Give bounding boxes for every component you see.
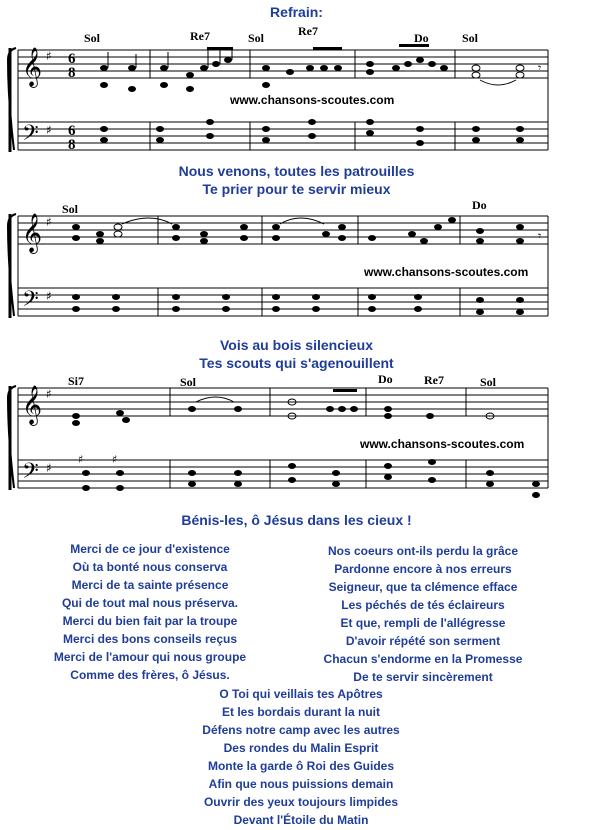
bass-notes xyxy=(72,294,524,315)
verse-line: Devant l'Étoile du Matin xyxy=(233,813,369,827)
chord: Sol xyxy=(248,31,265,45)
bass-notes xyxy=(82,459,540,498)
chord-row-2 xyxy=(62,198,487,216)
verse-line: Défens notre camp avec les autres xyxy=(202,723,400,737)
verse-line: Ouvrir des yeux toujours limpides xyxy=(203,795,399,809)
lyric-line: Bénis-les, ô Jésus dans les cieux ! xyxy=(181,512,412,528)
chord: Sol xyxy=(462,31,479,45)
chord: Sol xyxy=(180,375,197,389)
verse-line: Afin que nous puissions demain xyxy=(208,777,394,791)
chord-row-1 xyxy=(84,24,479,45)
chord: Re7 xyxy=(298,24,318,38)
verse-line: Pardonne encore à nos erreurs xyxy=(334,562,512,576)
verse-2 xyxy=(303,542,543,686)
sharp-icon: ♯ xyxy=(46,123,52,137)
svg-text:♯: ♯ xyxy=(78,453,84,466)
chord: Sol xyxy=(62,202,79,216)
verse-line: Monte la garde ô Roi des Guides xyxy=(207,759,395,773)
chord: Do xyxy=(378,372,393,386)
lyric-line: Tes scouts qui s'agenouillent xyxy=(199,355,394,371)
chord-row-3 xyxy=(68,372,497,389)
verse-line: Les péchés de tés éclaireurs xyxy=(341,598,505,612)
svg-text:𝄾: 𝄾 xyxy=(538,61,542,75)
treble-notes xyxy=(100,44,524,92)
sharp-icon: ♯ xyxy=(46,387,52,401)
chord: Re7 xyxy=(424,373,444,387)
verse-line: O Toi qui veillais tes Apôtres xyxy=(219,687,383,701)
treble-clef-icon: 𝄞 xyxy=(22,385,43,425)
treble-clef-icon: 𝄞 xyxy=(22,213,43,253)
chord: Sol xyxy=(480,375,497,389)
verse-line: Merci de ta sainte présence xyxy=(71,578,229,592)
verse-line: De te servir sincèrement xyxy=(353,670,493,684)
verse-line: Des rondes du Malin Esprit xyxy=(223,741,379,755)
verse-line: D'avoir répété son serment xyxy=(345,634,501,648)
bass-clef-icon: 𝄢 xyxy=(22,121,39,151)
refrain-label: Refrain: xyxy=(270,4,323,20)
verse-line: Et que, rempli de l'allégresse xyxy=(340,616,506,630)
time-sig-top: 6 xyxy=(68,123,76,139)
verse-line: Où ta bonté nous conserva xyxy=(72,560,228,574)
chord: Sol xyxy=(84,31,101,45)
verse-line: Comme des frères, ô Jésus. xyxy=(70,668,230,682)
verse-line: Nos coeurs ont-ils perdu la grâce xyxy=(327,544,519,558)
verse-1 xyxy=(30,540,270,684)
verse-line: Merci des bons conseils reçus xyxy=(62,632,238,646)
chord: Si7 xyxy=(68,374,85,388)
svg-text:♯: ♯ xyxy=(112,453,118,466)
bass-clef-icon: 𝄢 xyxy=(22,287,39,317)
verse-line: Et les bordais durant la nuit xyxy=(221,705,381,719)
verse-3 xyxy=(156,685,446,829)
sharp-icon: ♯ xyxy=(46,215,52,229)
watermark-url: www.chansons-scoutes.com xyxy=(360,437,525,451)
verse-line: Merci du bien fait par la troupe xyxy=(62,614,238,628)
treble-clef-icon: 𝄞 xyxy=(22,47,43,87)
verse-line: Chacun s'endorme en la Promesse xyxy=(323,652,523,666)
time-sig-top: 6 xyxy=(68,51,76,67)
lyric-line: Te prier pour te servir mieux xyxy=(202,181,391,197)
sharp-icon: ♯ xyxy=(46,461,52,475)
watermark-url: www.chansons-scoutes.com xyxy=(364,265,529,279)
sharp-icon: ♯ xyxy=(46,49,52,63)
svg-text:𝄾: 𝄾 xyxy=(538,229,542,243)
time-sig-bottom: 8 xyxy=(68,65,76,81)
verse-line: Qui de tout mal nous préserva. xyxy=(61,596,239,610)
watermark-url: www.chansons-scoutes.com xyxy=(230,93,395,107)
bass-clef-icon: 𝄢 xyxy=(22,459,39,489)
chord: Do xyxy=(414,31,429,45)
time-sig-bottom: 8 xyxy=(68,137,76,153)
lyric-line: Nous venons, toutes les patrouilles xyxy=(178,163,415,179)
lyric-line: Vois au bois silencieux xyxy=(219,337,373,353)
verse-line: Merci de l'amour qui nous groupe xyxy=(53,650,247,664)
verse-line: Merci de ce jour d'existence xyxy=(70,542,230,556)
bass-notes xyxy=(100,119,524,146)
chord: Do xyxy=(472,198,487,212)
chord: Re7 xyxy=(190,29,210,43)
sharp-icon: ♯ xyxy=(46,289,52,303)
verse-line: Seigneur, que ta clémence efface xyxy=(328,580,518,594)
